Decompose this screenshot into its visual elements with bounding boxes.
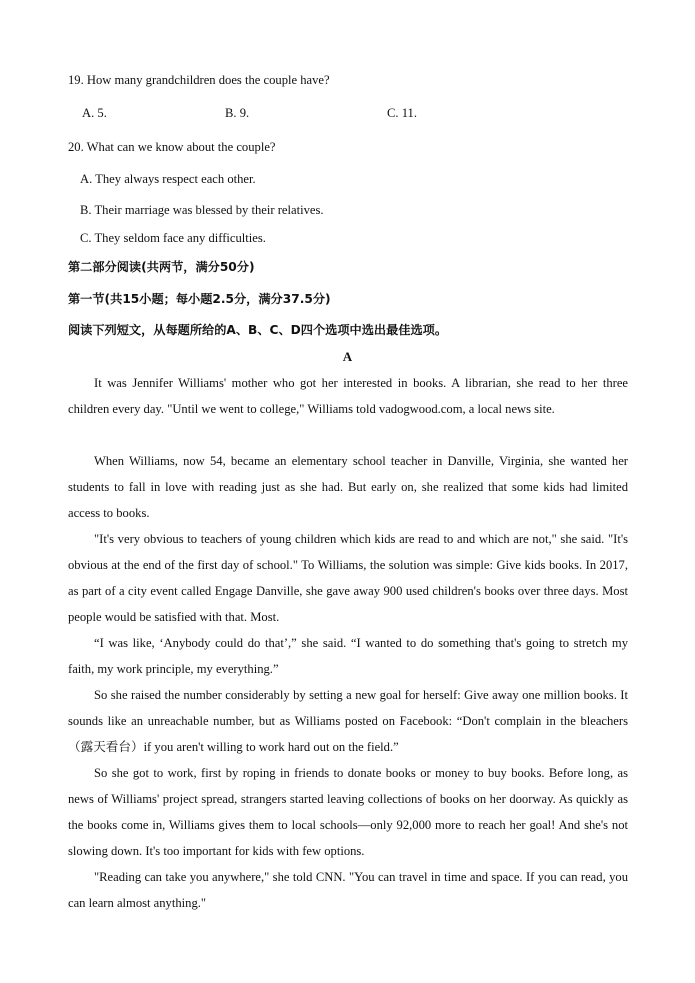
question-19-option-a: A. 5. [82, 106, 107, 120]
passage-paragraph-1: It was Jennifer Williams' mother who got her interested in books. A librarian, she read to her three children every day. "Until we went to college," Williams told vadogwood.com, a local news site. [68, 376, 628, 416]
passage-paragraph-2: When Williams, now 54, became an elementary school teacher in Danville, Virginia, she wanted her students to fall in love with reading just as she had. But early on, she realized that some kids had limited access to books. [68, 454, 628, 520]
question-19-option-b: B. 9. [225, 106, 250, 120]
passage-label: A [342, 349, 353, 364]
question-20-stem: 20. What can we know about the couple? [68, 140, 276, 154]
subsection-heading: 第一节(共15小题；每小题2.5分，满分37.5分) [68, 292, 331, 306]
passage-paragraph-7: "Reading can take you anywhere," she told CNN. "You can travel in time and space. If you can read, you can learn almost anything." [68, 870, 628, 910]
passage-paragraph-5: So she raised the number considerably by setting a new goal for herself: Give away one million books. It sounds like an unreachable number, but as Williams posted on Facebook: “Don't complain in the bleachers（露天看台）if you aren't willing to work hard out on the field.” [68, 688, 628, 754]
question-19-stem: 19. How many grandchildren does the couple have? [68, 73, 330, 87]
passage-paragraph-6: So she got to work, first by roping in friends to donate books or money to buy books. Before long, as news of Williams' project spread, strangers started leaving collections of books on her doorway. As quickly as the books come in, Williams gives them to local schools—only 92,000 more to reach her goal! And she's not slowing down. It's too important for kids with few options. [68, 766, 628, 858]
passage-paragraph-3: "It's very obvious to teachers of young children which kids are read to and which are not," she said. "It's obvious at the end of the first day of school." To Williams, the solution was simple: Give kids books. In 2017, as part of a city event called Engage Danville, she gave away 900 used children's books over three days. Most people would be satisfied with that. Most. [68, 532, 628, 624]
question-19-option-c: C. 11. [387, 106, 417, 120]
question-20-option-b: B. Their marriage was blessed by their relatives. [80, 203, 324, 217]
question-20-option-c: C. They seldom face any difficulties. [80, 231, 266, 245]
question-20-option-a: A. They always respect each other. [80, 172, 256, 186]
passage-paragraph-4: “I was like, ‘Anybody could do that’,” she said. “I wanted to do something that's going to stretch my faith, my work principle, my everything.” [68, 636, 628, 676]
reading-instruction: 阅读下列短文，从每题所给的A、B、C、D四个选项中选出最佳选项。 [68, 323, 448, 337]
section-heading: 第二部分阅读(共两节，满分50分) [68, 260, 255, 274]
